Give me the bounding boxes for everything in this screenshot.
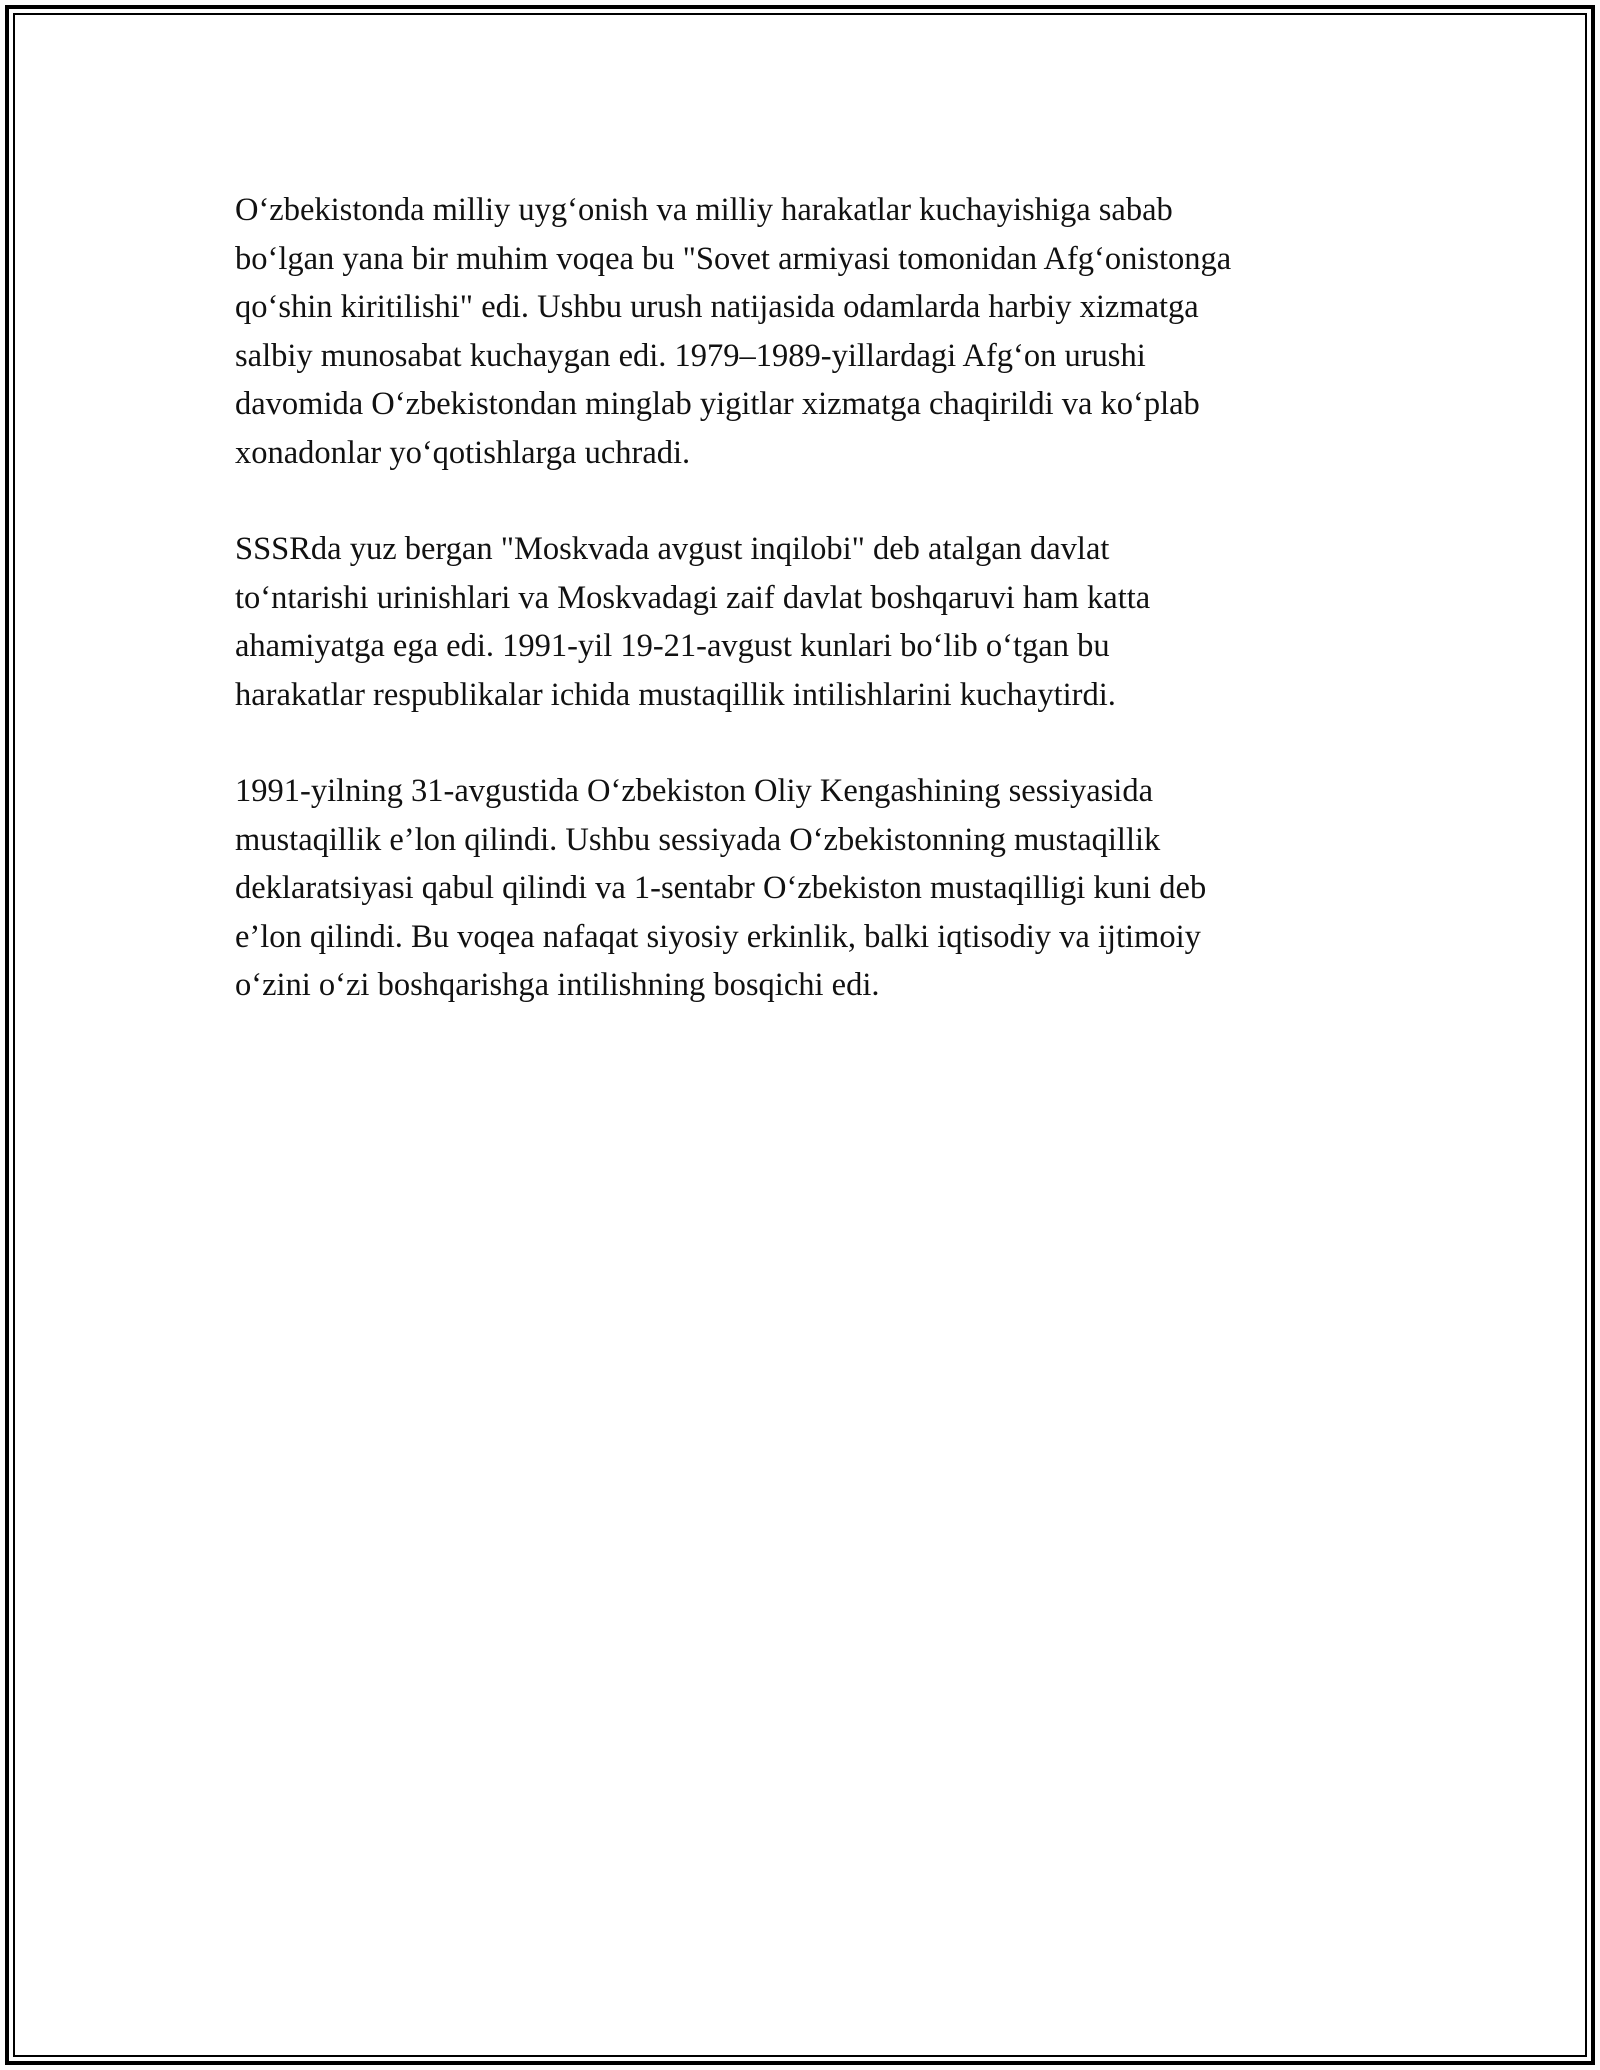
document-body [235, 186, 1375, 1058]
text-line: qo‘shin kiritilishi" edi. Ushbu urush natijasida odamlarda harbiy xizmatga [235, 289, 1199, 325]
text-line: O‘zbekistonda milliy uyg‘onish va milliy harakatlar kuchayishiga sabab [235, 192, 1173, 228]
text-line: xonadonlar yo‘qotishlarga uchradi. [235, 434, 691, 471]
text-line: bo‘lgan yana bir muhim voqea bu "Sovet armiyasi tomonidan Afg‘onistonga [235, 240, 1232, 277]
text-line: salbiy munosabat kuchaygan edi. 1979–1989-yillardagi Afg‘on urushi [235, 337, 1146, 374]
paragraph-independence [235, 767, 1375, 1010]
text-line: e’lon qilindi. Bu voqea nafaqat siyosiy erkinlik, balki iqtisodiy va ijtimoiy [235, 918, 1201, 955]
text-line: deklaratsiyasi qabul qilindi va 1-sentabr O‘zbekiston mustaqilligi kuni deb [235, 870, 1207, 906]
text-line: ahamiyatga ega edi. 1991-yil 19-21-avgust kunlari bo‘lib o‘tgan bu [235, 628, 1110, 664]
text-line: davomida O‘zbekistondan minglab yigitlar xizmatga chaqirildi va ko‘plab [235, 386, 1200, 422]
text-line: mustaqillik e’lon qilindi. Ushbu sessiyada O‘zbekistonning mustaqillik [235, 821, 1161, 858]
paragraph-august-coup [235, 525, 1375, 719]
text-line: o‘zini o‘zi boshqarishga intilishning bosqichi edi. [235, 967, 880, 1003]
paragraph-afghan-war [235, 186, 1375, 477]
text-line: harakatlar respublikalar ichida mustaqillik intilishlarini kuchaytirdi. [235, 676, 1116, 713]
text-line: 1991-yilning 31-avgustida O‘zbekiston Oliy Kengashining sessiyasida [235, 773, 1153, 809]
text-line: to‘ntarishi urinishlari va Moskvadagi zaif davlat boshqaruvi ham katta [235, 579, 1151, 616]
text-line: SSSRda yuz bergan "Moskvada avgust inqilobi" deb atalgan davlat [235, 531, 1110, 567]
